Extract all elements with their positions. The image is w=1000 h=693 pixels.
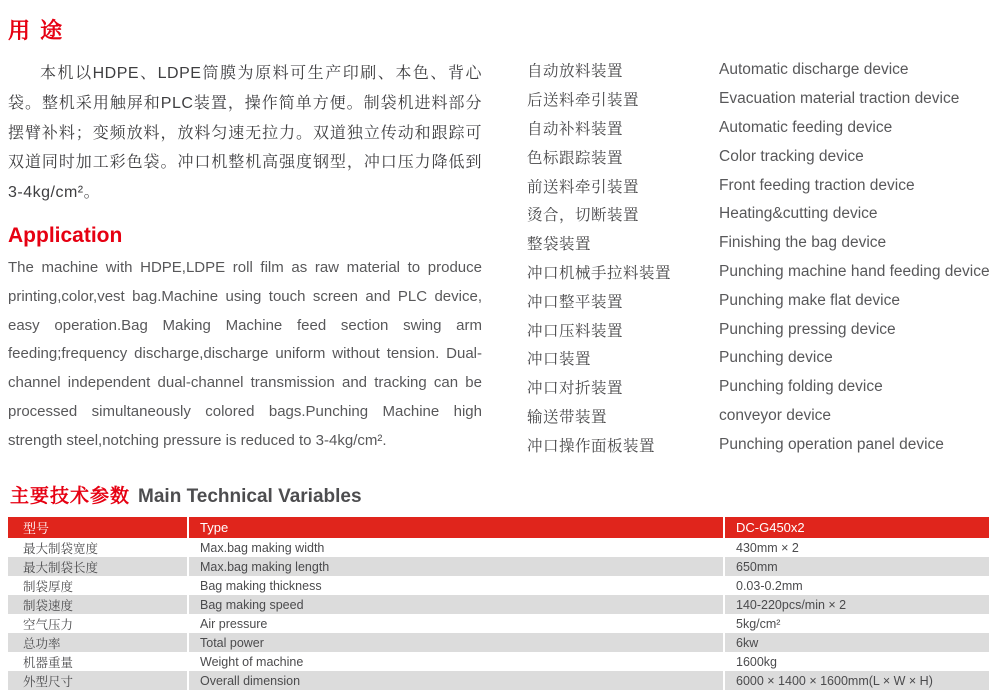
device-name-en: Punching make flat device xyxy=(719,291,900,309)
spec-table-row xyxy=(8,576,989,595)
spec-table-cell: Overall dimension xyxy=(188,671,724,690)
device-name-zh: 冲口操作面板装置 xyxy=(527,437,656,455)
device-list-item xyxy=(527,373,990,402)
device-list-item xyxy=(527,402,990,431)
device-name-en: conveyor device xyxy=(719,406,832,424)
device-list-item xyxy=(527,315,990,344)
spec-table-cell: Bag making thickness xyxy=(188,576,724,595)
device-name-zh: 后送料牵引装置 xyxy=(527,92,640,110)
spec-table-row xyxy=(8,538,989,557)
device-name-en: Punching pressing device xyxy=(719,320,896,338)
device-name-zh: 烫合，切断装置 xyxy=(527,207,640,225)
device-name-en: Punching operation panel device xyxy=(719,435,944,453)
device-list-item xyxy=(527,114,990,143)
top-section xyxy=(8,14,990,459)
device-name-en: Evacuation material traction device xyxy=(719,90,960,108)
spec-table-row xyxy=(8,652,989,671)
device-list xyxy=(482,14,990,459)
spec-table-cell: 5kg/cm² xyxy=(724,614,989,633)
specs-title xyxy=(10,481,990,508)
spec-table-cell: 制袋速度 xyxy=(23,598,74,613)
device-name-en: Automatic discharge device xyxy=(719,61,909,79)
spec-column-header: Type xyxy=(188,517,724,538)
spec-table-cell: 总功率 xyxy=(23,636,61,651)
device-name-en: Punching folding device xyxy=(719,378,883,396)
device-list-item xyxy=(527,56,990,85)
device-list-item xyxy=(527,200,990,229)
device-name-zh: 冲口装置 xyxy=(527,351,592,369)
specs-title-en: Main Technical Variables xyxy=(138,486,362,508)
spec-table-cell: Max.bag making width xyxy=(188,538,724,557)
spec-column-header: 型号 xyxy=(8,517,188,538)
spec-table-cell: 机器重量 xyxy=(23,655,74,670)
device-list-item xyxy=(527,142,990,171)
spec-table-row xyxy=(8,633,989,652)
device-name-en: Heating&cutting device xyxy=(719,205,878,223)
spec-column-header: DC-G450x2 xyxy=(724,517,989,538)
spec-table-row xyxy=(8,614,989,633)
device-list-item xyxy=(527,85,990,114)
device-list-item xyxy=(527,229,990,258)
application-title: Application xyxy=(8,223,123,247)
spec-table-body xyxy=(8,538,989,690)
spec-table-cell: Air pressure xyxy=(188,614,724,633)
spec-table-cell: 430mm × 2 xyxy=(724,538,989,557)
spec-table-cell: 空气压力 xyxy=(23,617,74,632)
spec-table-cell: Bag making speed xyxy=(188,595,724,614)
spec-table-cell: 1600kg xyxy=(724,652,989,671)
device-name-zh: 自动放料装置 xyxy=(527,63,624,81)
spec-table-row xyxy=(8,557,989,576)
device-name-en: Punching device xyxy=(719,349,833,367)
specs-title-zh: 主要技术参数 xyxy=(10,486,131,508)
spec-table-cell: 最大制袋长度 xyxy=(23,560,99,575)
device-name-en: Automatic feeding device xyxy=(719,118,893,136)
usage-body: 本机以HDPE、LDPE筒膜为原料可生产印刷、本色、背心袋。整机采用触屏和PLC装置，操作简单方便。制袋机进料部分摆臂补料；变频放料，放料匀速无拉力。双道独立传动和跟踪可双道同时加工彩色袋。冲口机整机高强度钢型，冲口压力降低到3-4kg/cm²。 xyxy=(8,65,482,202)
spec-table xyxy=(8,517,989,690)
device-name-zh: 冲口对折装置 xyxy=(527,380,624,398)
device-name-zh: 色标跟踪装置 xyxy=(527,149,624,167)
device-list-item xyxy=(527,286,990,315)
spec-table-cell: Total power xyxy=(188,633,724,652)
spec-table-cell: 6kw xyxy=(724,633,989,652)
spec-table-cell: Weight of machine xyxy=(188,652,724,671)
device-name-en: Front feeding traction device xyxy=(719,176,915,194)
device-list-item xyxy=(527,258,990,287)
device-name-en: Punching machine hand feeding device xyxy=(719,262,990,280)
device-name-zh: 输送带装置 xyxy=(527,408,608,426)
device-list-item xyxy=(527,171,990,200)
usage-title: 用 途 xyxy=(8,18,65,43)
spec-table-row xyxy=(8,671,989,690)
device-name-zh: 冲口压料装置 xyxy=(527,322,624,340)
device-list-item xyxy=(527,344,990,373)
spec-table-cell: 140-220pcs/min × 2 xyxy=(724,595,989,614)
spec-table-cell: 650mm xyxy=(724,557,989,576)
device-list-item xyxy=(527,430,990,459)
spec-table-cell: 6000 × 1400 × 1600mm(L × W × H) xyxy=(724,671,989,690)
application-body: The machine with HDPE,LDPE roll film as raw material to produce printing,color,vest bag.Machine using touch screen and PLC device, easy operation.Bag Making Machine feed section swing arm feeding;frequency discharge,discharge uniform without tension. Dual-channel independent dual-channel transmission and tracking can be processed simultaneously colored bags.Punching Machine high strength steel,notching pressure is reduced to 3-4kg/cm². xyxy=(8,258,482,449)
device-name-zh: 冲口机械手拉料装置 xyxy=(527,264,672,282)
spec-table-cell: 最大制袋宽度 xyxy=(23,541,99,556)
spec-table-row xyxy=(8,595,989,614)
device-name-zh: 自动补料装置 xyxy=(527,120,624,138)
device-name-zh: 前送料牵引装置 xyxy=(527,178,640,196)
spec-table-cell: 0.03-0.2mm xyxy=(724,576,989,595)
spec-table-header-row xyxy=(8,517,989,538)
device-name-en: Color tracking device xyxy=(719,147,864,165)
left-column xyxy=(8,14,482,459)
device-name-zh: 冲口整平装置 xyxy=(527,293,624,311)
spec-table-cell: Max.bag making length xyxy=(188,557,724,576)
device-name-en: Finishing the bag device xyxy=(719,234,887,252)
specs-section xyxy=(8,481,990,690)
spec-table-cell: 制袋厚度 xyxy=(23,579,74,594)
spec-table-cell: 外型尺寸 xyxy=(23,674,74,689)
device-name-zh: 整袋装置 xyxy=(527,236,592,254)
